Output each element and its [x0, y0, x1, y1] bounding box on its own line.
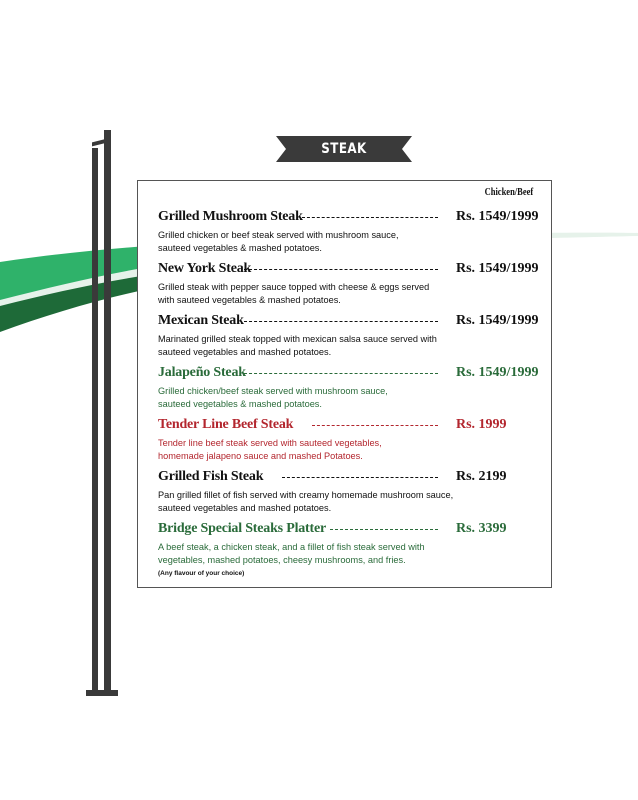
item-price: Rs. 2199 [456, 469, 507, 484]
leader-dashes [312, 425, 438, 426]
item-price: Rs. 1999 [456, 417, 507, 432]
description-line: Tender line beef steak served with sauteed vegetables, [158, 438, 382, 448]
description-line: sauteed vegetables & mashed potatoes. [158, 243, 322, 253]
item-description [158, 229, 498, 255]
item-description [158, 541, 498, 567]
item-name: Jalapeño Steak [158, 365, 246, 380]
description-line: sauteed vegetables & mashed potatoes. [158, 399, 322, 409]
sign-pole-base [86, 690, 118, 696]
leader-dashes [282, 477, 438, 478]
description-line: Marinated grilled steak topped with mexican salsa sauce served with [158, 334, 437, 344]
leader-dashes [330, 529, 438, 530]
item-description [158, 333, 498, 359]
description-line: sauteed vegetables and mashed potatoes. [158, 347, 332, 357]
item-description [158, 385, 498, 411]
item-price: Rs. 1549/1999 [456, 261, 539, 276]
description-line: Grilled chicken/beef steak served with mushroom sauce, [158, 386, 388, 396]
item-name: Mexican Steak [158, 313, 244, 328]
leader-dashes [244, 321, 438, 322]
description-line: Grilled chicken or beef steak served with mushroom sauce, [158, 230, 399, 240]
menu-board [137, 180, 552, 588]
banner-title: STEAK [321, 141, 367, 157]
item-name: Tender Line Beef Steak [158, 417, 294, 432]
description-line: sauteed vegetables and mashed potatoes. [158, 503, 332, 513]
choice-note: (Any flavour of your choice) [158, 570, 245, 577]
sign-pole-left [92, 148, 98, 696]
item-name: Grilled Mushroom Steak [158, 209, 303, 224]
item-description [158, 437, 498, 463]
item-price: Rs. 1549/1999 [456, 313, 539, 328]
description-line: A beef steak, a chicken steak, and a fillet of fish steak served with [158, 542, 425, 552]
leader-dashes [244, 269, 438, 270]
item-description [158, 281, 498, 307]
leader-dashes [244, 373, 438, 374]
item-price: Rs. 1549/1999 [456, 209, 539, 224]
sign-pole-right [104, 130, 111, 696]
item-price: Rs. 3399 [456, 521, 507, 536]
description-line: Grilled steak with pepper sauce topped with cheese & eggs served [158, 282, 430, 292]
description-line: vegetables, mashed potatoes, cheesy mushrooms, and fries. [158, 555, 406, 565]
description-line: homemade jalapeno sauce and mashed Potatoes. [158, 451, 363, 461]
item-price: Rs. 1549/1999 [456, 365, 539, 380]
leader-dashes [302, 217, 438, 218]
item-name: New York Steak [158, 261, 252, 276]
description-line: with sauteed vegetables & mashed potatoes. [158, 295, 341, 305]
item-name: Bridge Special Steaks Platter [158, 521, 327, 536]
item-name: Grilled Fish Steak [158, 469, 264, 484]
item-description [158, 489, 498, 515]
price-column-header: Chicken/Beef [484, 187, 533, 198]
description-line: Pan grilled fillet of fish served with creamy homemade mushroom sauce, [158, 490, 454, 500]
